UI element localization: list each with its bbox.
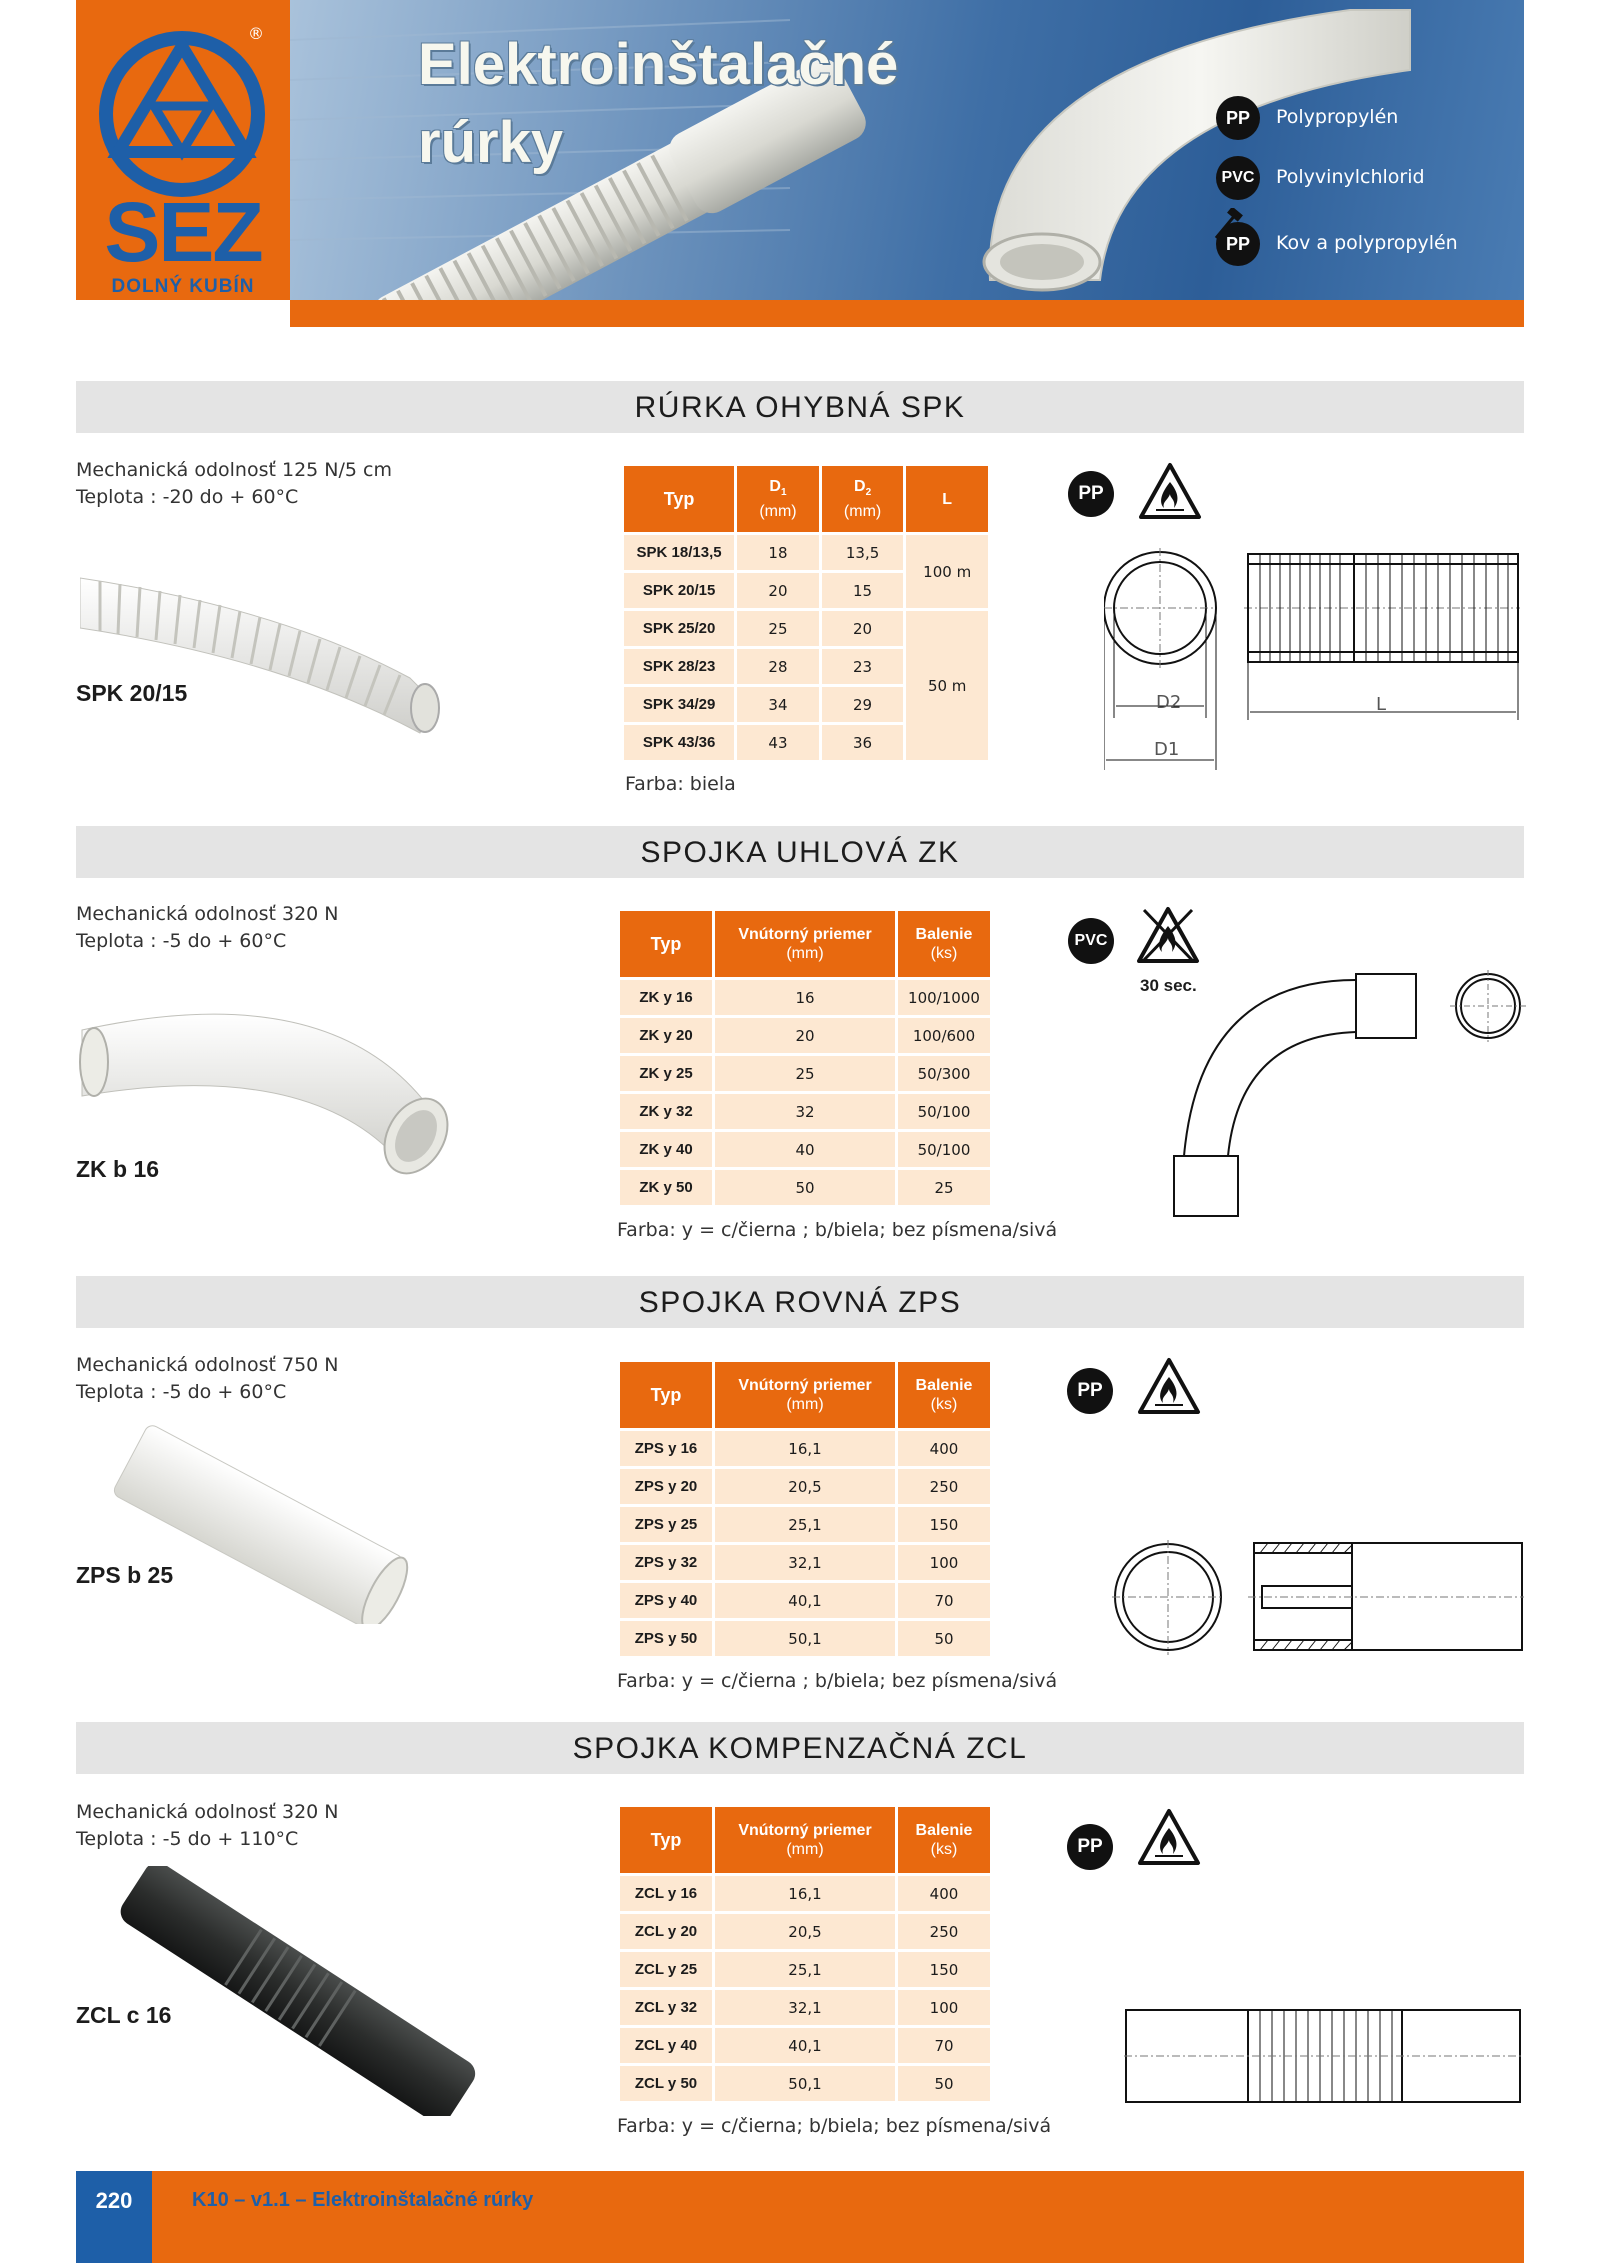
flame-crossed-icon	[1136, 906, 1200, 964]
cell-type: ZCL y 50	[620, 2066, 712, 2101]
spec-strength: Mechanická odolnosť 125 N/5 cm	[76, 459, 392, 481]
flame-warning-icon	[1138, 462, 1202, 520]
cell-pack: 100	[898, 1545, 990, 1580]
spec-temperature: Teplota : -5 do + 60°C	[76, 1381, 287, 1403]
cell-type: ZCL y 25	[620, 1952, 712, 1987]
section-title-spk: RÚRKA OHYBNÁ SPK	[76, 381, 1524, 433]
header-unit: (mm)	[786, 1841, 824, 1858]
cell-type: ZPS y 32	[620, 1545, 712, 1580]
cell-d2: 29	[822, 687, 904, 722]
header-line: Vnútorný priemer	[738, 926, 872, 943]
pvc-badge-icon: PVC	[1216, 156, 1260, 200]
cell-type: SPK 43/36	[624, 725, 734, 760]
cell-type: ZPS y 40	[620, 1583, 712, 1618]
col-header-type: Typ	[620, 911, 712, 977]
cell-diameter: 32,1	[715, 1990, 895, 2025]
table-row	[620, 980, 990, 1015]
zps-table	[617, 1359, 993, 1659]
cell-diameter: 50,1	[715, 1621, 895, 1656]
sez-logo-icon	[96, 28, 268, 200]
spec-strength: Mechanická odolnosť 320 N	[76, 903, 339, 925]
table-row	[620, 1914, 990, 1949]
cell-type: SPK 25/20	[624, 611, 734, 646]
col-header-diameter	[715, 1362, 895, 1428]
col-header-d2	[822, 466, 904, 532]
page-number: 220	[76, 2171, 152, 2263]
header-line: Vnútorný priemer	[738, 1377, 872, 1394]
d1-unit: (mm)	[759, 503, 797, 521]
zk-technical-drawing	[1170, 970, 1530, 1222]
spec-temperature: Teplota : -5 do + 60°C	[76, 930, 287, 952]
product-label-zps: ZPS b 25	[76, 1562, 174, 1588]
cell-d2: 13,5	[822, 535, 904, 570]
spk-product-image	[80, 548, 520, 738]
label-d1: D1	[1154, 739, 1180, 760]
col-header-diameter	[715, 1807, 895, 1873]
pp-badge-icon: PP	[1216, 96, 1260, 140]
header-line: Balenie	[915, 1377, 973, 1394]
cell-diameter: 50,1	[715, 2066, 895, 2101]
zk-table	[617, 908, 993, 1208]
table-row	[620, 2066, 990, 2101]
footer-chapter-title: K10 – v1.1 – Elektroinštalačné rúrky	[192, 2189, 534, 2211]
header-line: Vnútorný priemer	[738, 1822, 872, 1839]
cell-type: ZK y 32	[620, 1094, 712, 1129]
section-title-zk: SPOJKA UHLOVÁ ZK	[76, 826, 1524, 878]
cell-pack: 50	[898, 1621, 990, 1656]
col-header-type: Typ	[624, 466, 734, 532]
label-length: L	[1376, 694, 1387, 715]
spec-zcl	[76, 1799, 339, 1853]
cell-pack: 400	[898, 1431, 990, 1466]
banner-title	[418, 26, 898, 182]
cell-pack: 50/100	[898, 1094, 990, 1129]
cell-pack: 100	[898, 1990, 990, 2025]
table-row	[620, 1876, 990, 1911]
d2-sub: 2	[865, 487, 872, 499]
logo-panel	[76, 0, 290, 300]
cell-d1: 25	[737, 611, 819, 646]
cell-type: ZCL y 16	[620, 1876, 712, 1911]
table-row	[620, 1952, 990, 1987]
color-note-zk: Farba: y = c/čierna ; b/biela; bez písmena/sivá	[617, 1219, 1058, 1241]
cell-d2: 36	[822, 725, 904, 760]
table-row	[620, 1056, 990, 1091]
cell-type: ZCL y 20	[620, 1914, 712, 1949]
table-row	[620, 1018, 990, 1053]
cell-type: ZPS y 25	[620, 1507, 712, 1542]
col-header-type: Typ	[620, 1807, 712, 1873]
spec-zps	[76, 1352, 339, 1406]
cell-pack: 70	[898, 2028, 990, 2063]
cell-pack: 250	[898, 1914, 990, 1949]
zps-technical-drawing	[1112, 1540, 1524, 1655]
table-row	[620, 1583, 990, 1618]
cell-diameter: 40,1	[715, 2028, 895, 2063]
pp-badge-icon: PP	[1067, 1824, 1113, 1870]
d1-main: D	[769, 477, 781, 495]
cell-pack: 250	[898, 1469, 990, 1504]
header-line: Balenie	[915, 1822, 973, 1839]
spec-spk	[76, 457, 392, 511]
cell-diameter: 32	[715, 1094, 895, 1129]
cell-diameter: 16,1	[715, 1876, 895, 1911]
table-row	[620, 2028, 990, 2063]
cell-pack: 100/1000	[898, 980, 990, 1015]
cell-pack: 50/300	[898, 1056, 990, 1091]
header-unit: (ks)	[930, 1396, 958, 1413]
header-line: Balenie	[915, 926, 973, 943]
cell-d1: 20	[737, 573, 819, 608]
cell-diameter: 20,5	[715, 1914, 895, 1949]
header-unit: (mm)	[786, 1396, 824, 1413]
cell-length: 50 m	[906, 611, 988, 760]
header-unit: (mm)	[786, 945, 824, 962]
page-footer	[76, 2171, 1524, 2263]
spk-technical-drawing	[1104, 548, 1524, 773]
pp-badge-icon: PP	[1067, 1368, 1113, 1414]
cell-type: ZPS y 16	[620, 1431, 712, 1466]
spec-zk	[76, 901, 339, 955]
d1-sub: 1	[780, 487, 787, 499]
legend-label: Kov a polypropylén	[1276, 232, 1458, 254]
cell-type: ZK y 16	[620, 980, 712, 1015]
spk-table	[621, 463, 991, 763]
cell-type: ZCL y 40	[620, 2028, 712, 2063]
color-note-zps: Farba: y = c/čierna ; b/biela; bez písmena/sivá	[617, 1670, 1058, 1692]
cell-d1: 18	[737, 535, 819, 570]
pvc-badge-icon: PVC	[1068, 918, 1114, 964]
pp-badge-icon: PP	[1216, 222, 1260, 266]
table-row	[624, 535, 988, 570]
section-title-zcl: SPOJKA KOMPENZAČNÁ ZCL	[76, 1722, 1524, 1774]
section-title-zps: SPOJKA ROVNÁ ZPS	[76, 1276, 1524, 1328]
cell-diameter: 25	[715, 1056, 895, 1091]
zcl-table	[617, 1804, 993, 2104]
product-label-spk: SPK 20/15	[76, 680, 188, 706]
cell-d2: 20	[822, 611, 904, 646]
col-header-length: L	[906, 466, 988, 532]
legend-label: Polypropylén	[1276, 106, 1399, 128]
hammer-icon	[1210, 208, 1244, 242]
cell-d2: 15	[822, 573, 904, 608]
cell-diameter: 25,1	[715, 1952, 895, 1987]
cell-type: SPK 28/23	[624, 649, 734, 684]
product-label-zcl: ZCL c 16	[76, 2002, 172, 2028]
cell-d1: 28	[737, 649, 819, 684]
pp-badge-icon: PP	[1068, 471, 1114, 517]
table-row	[620, 1990, 990, 2025]
col-header-diameter	[715, 911, 895, 977]
zcl-product-image	[104, 1866, 494, 2116]
table-row	[620, 1094, 990, 1129]
col-header-d1	[737, 466, 819, 532]
cell-diameter: 16	[715, 980, 895, 1015]
cell-diameter: 20,5	[715, 1469, 895, 1504]
cell-d1: 34	[737, 687, 819, 722]
product-label-zk: ZK b 16	[76, 1156, 160, 1182]
cell-pack: 50	[898, 2066, 990, 2101]
cell-pack: 25	[898, 1170, 990, 1205]
header-photo	[290, 0, 1524, 300]
table-row	[620, 1431, 990, 1466]
legend-label: Polyvinylchlorid	[1276, 166, 1425, 188]
col-header-pack	[898, 1807, 990, 1873]
zcl-technical-drawing	[1124, 2006, 1524, 2106]
cell-length: 100 m	[906, 535, 988, 608]
flame-warning-icon	[1137, 1357, 1201, 1415]
table-row	[620, 1621, 990, 1656]
cell-type: ZK y 40	[620, 1132, 712, 1167]
table-row	[620, 1545, 990, 1580]
d2-main: D	[854, 477, 866, 495]
col-header-pack	[898, 911, 990, 977]
color-note-spk: Farba: biela	[625, 773, 736, 795]
table-row	[620, 1132, 990, 1167]
cell-type: ZK y 25	[620, 1056, 712, 1091]
spec-temperature: Teplota : -5 do + 110°C	[76, 1828, 299, 1850]
col-header-type: Typ	[620, 1362, 712, 1428]
cell-diameter: 40,1	[715, 1583, 895, 1618]
col-header-pack	[898, 1362, 990, 1428]
cell-pack: 150	[898, 1952, 990, 1987]
cell-type: SPK 18/13,5	[624, 535, 734, 570]
d2-unit: (mm)	[843, 503, 882, 521]
cell-d1: 43	[737, 725, 819, 760]
banner-strip	[290, 300, 1524, 327]
table-row	[620, 1507, 990, 1542]
header-unit: (ks)	[930, 945, 958, 962]
spec-temperature: Teplota : -20 do + 60°C	[76, 486, 299, 508]
banner-title-line1: Elektroinštalačné	[418, 32, 899, 97]
color-note-zcl: Farba: y = c/čierna; b/biela; bez písmena/sivá	[617, 2115, 1052, 2137]
cell-type: SPK 34/29	[624, 687, 734, 722]
cell-type: ZK y 20	[620, 1018, 712, 1053]
table-row	[620, 1469, 990, 1504]
registered-mark: ®	[248, 24, 264, 43]
table-row	[620, 1170, 990, 1205]
banner-title-line2: rúrky	[418, 110, 564, 175]
logo-brand: SEZ	[104, 185, 262, 279]
spec-strength: Mechanická odolnosť 320 N	[76, 1801, 339, 1823]
cell-diameter: 16,1	[715, 1431, 895, 1466]
cell-type: ZPS y 20	[620, 1469, 712, 1504]
cell-type: ZK y 50	[620, 1170, 712, 1205]
cell-diameter: 50	[715, 1170, 895, 1205]
header-banner	[76, 0, 1524, 327]
cell-type: ZCL y 32	[620, 1990, 712, 2025]
cell-type: SPK 20/15	[624, 573, 734, 608]
cell-diameter: 25,1	[715, 1507, 895, 1542]
header-unit: (ks)	[930, 1841, 958, 1858]
cell-type: ZPS y 50	[620, 1621, 712, 1656]
spec-strength: Mechanická odolnosť 750 N	[76, 1354, 339, 1376]
cell-d2: 23	[822, 649, 904, 684]
fire-duration-note: 30 sec.	[1140, 976, 1197, 995]
cell-diameter: 20	[715, 1018, 895, 1053]
label-d2: D2	[1156, 692, 1182, 713]
cell-pack: 150	[898, 1507, 990, 1542]
cell-pack: 50/100	[898, 1132, 990, 1167]
cell-pack: 400	[898, 1876, 990, 1911]
cell-pack: 70	[898, 1583, 990, 1618]
table-row	[624, 611, 988, 646]
cell-diameter: 40	[715, 1132, 895, 1167]
logo-city: DOLNÝ KUBÍN	[111, 276, 255, 297]
flame-warning-icon	[1137, 1808, 1201, 1866]
cell-diameter: 32,1	[715, 1545, 895, 1580]
zps-product-image	[104, 1424, 414, 1624]
cell-pack: 100/600	[898, 1018, 990, 1053]
